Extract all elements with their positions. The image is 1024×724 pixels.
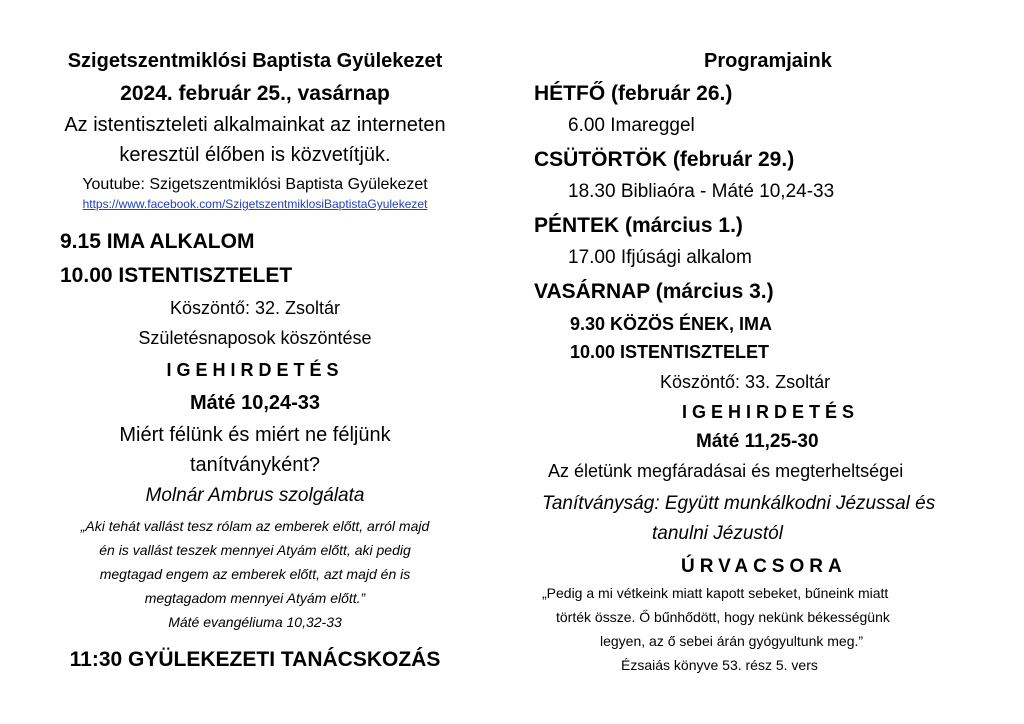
quote-next-line-1: „Pedig a mi vétkeink miatt kapott sebeket, bűneink miatt [542,585,889,601]
sunday-heading: VASÁRNAP (március 3.) [534,280,774,303]
council-meeting: 11:30 GYÜLEKEZETI TANÁCSKOZÁS [69,648,441,671]
service-date: 2024. február 25., vasárnap [120,82,390,105]
sermon-title-next: Az életünk megfáradásai és megterheltségei [548,461,904,481]
greeting-psalm-next: Köszöntő: 33. Zsoltár [660,372,831,392]
sermon-title-line-1: Miért félünk és miért ne féljünk [119,424,391,446]
quote-next-reference: Ézsaiás könyve 53. rész 5. vers [621,657,818,673]
sermon-scripture-next: Máté 11,25-30 [696,431,819,452]
prayer-time: 9.15 IMA ALKALOM [60,230,255,253]
quote-reference: Máté evangéliuma 10,32-33 [168,614,342,630]
friday-item: 17.00 Ifjúsági alkalom [568,247,752,268]
sermon-heading-next: IGEHIRDETÉS [682,402,860,422]
birthday-greetings: Születésnaposok köszöntése [138,328,372,348]
monday-heading: HÉTFŐ (február 26.) [534,82,733,105]
greeting-psalm: Köszöntő: 32. Zsoltár [169,298,341,318]
church-name: Szigetszentmiklósi Baptista Gyülekezet [67,50,443,72]
thursday-heading: CSÜTÖRTÖK (február 29.) [534,148,795,171]
series-line-2: tanulni Jézustól [652,523,783,544]
stream-notice-line-1: Az istentiszteleti alkalmainkat az interneten [64,114,446,136]
quote-next-line-3: legyen, az ő sebei árán gyógyultunk meg.” [600,633,864,649]
sunday-item-2: 10.00 ISTENTISZTELET [570,342,770,362]
quote-line-2: én is vallást teszek mennyei Atyám előtt, aki pedig [99,542,411,558]
youtube-channel: Youtube: Szigetszentmiklósi Baptista Gyülekezet [82,176,428,193]
preacher: Molnár Ambrus szolgálata [145,485,365,506]
quote-next-line-2: törték össze. Ő bűnhődött, hogy nekünk békességünk [556,609,890,625]
stream-notice-line-2: keresztül élőben is közvetítjük. [119,144,391,166]
series-line-1: Tanítványság: Együtt munkálkodni Jézussal és [542,493,936,514]
service-time: 10.00 ISTENTISZTELET [60,264,293,287]
sermon-title-line-2: tanítványként? [189,454,321,476]
sermon-heading: IGEHIRDETÉS [166,360,344,380]
facebook-link[interactable]: https://www.facebook.com/SzigetszentmiklosiBaptistaGyulekezet [82,197,428,211]
friday-heading: PÉNTEK (március 1.) [534,214,743,237]
sunday-item-1: 9.30 KÖZÖS ÉNEK, IMA [570,314,773,334]
quote-line-1: „Aki tehát vallást tesz rólam az emberek előtt, arról majd [80,518,430,534]
communion: ÚRVACSORA [681,556,847,577]
thursday-item: 18.30 Bibliaóra - Máté 10,24-33 [568,181,835,202]
sermon-scripture: Máté 10,24-33 [189,392,321,414]
monday-item: 6.00 Imareggel [568,115,695,136]
programs-heading: Programjaink [704,50,832,72]
quote-line-4: megtagadom mennyei Atyám előtt.” [144,590,366,606]
quote-line-3: megtagad engem az emberek előtt, azt majd én is [99,566,411,582]
